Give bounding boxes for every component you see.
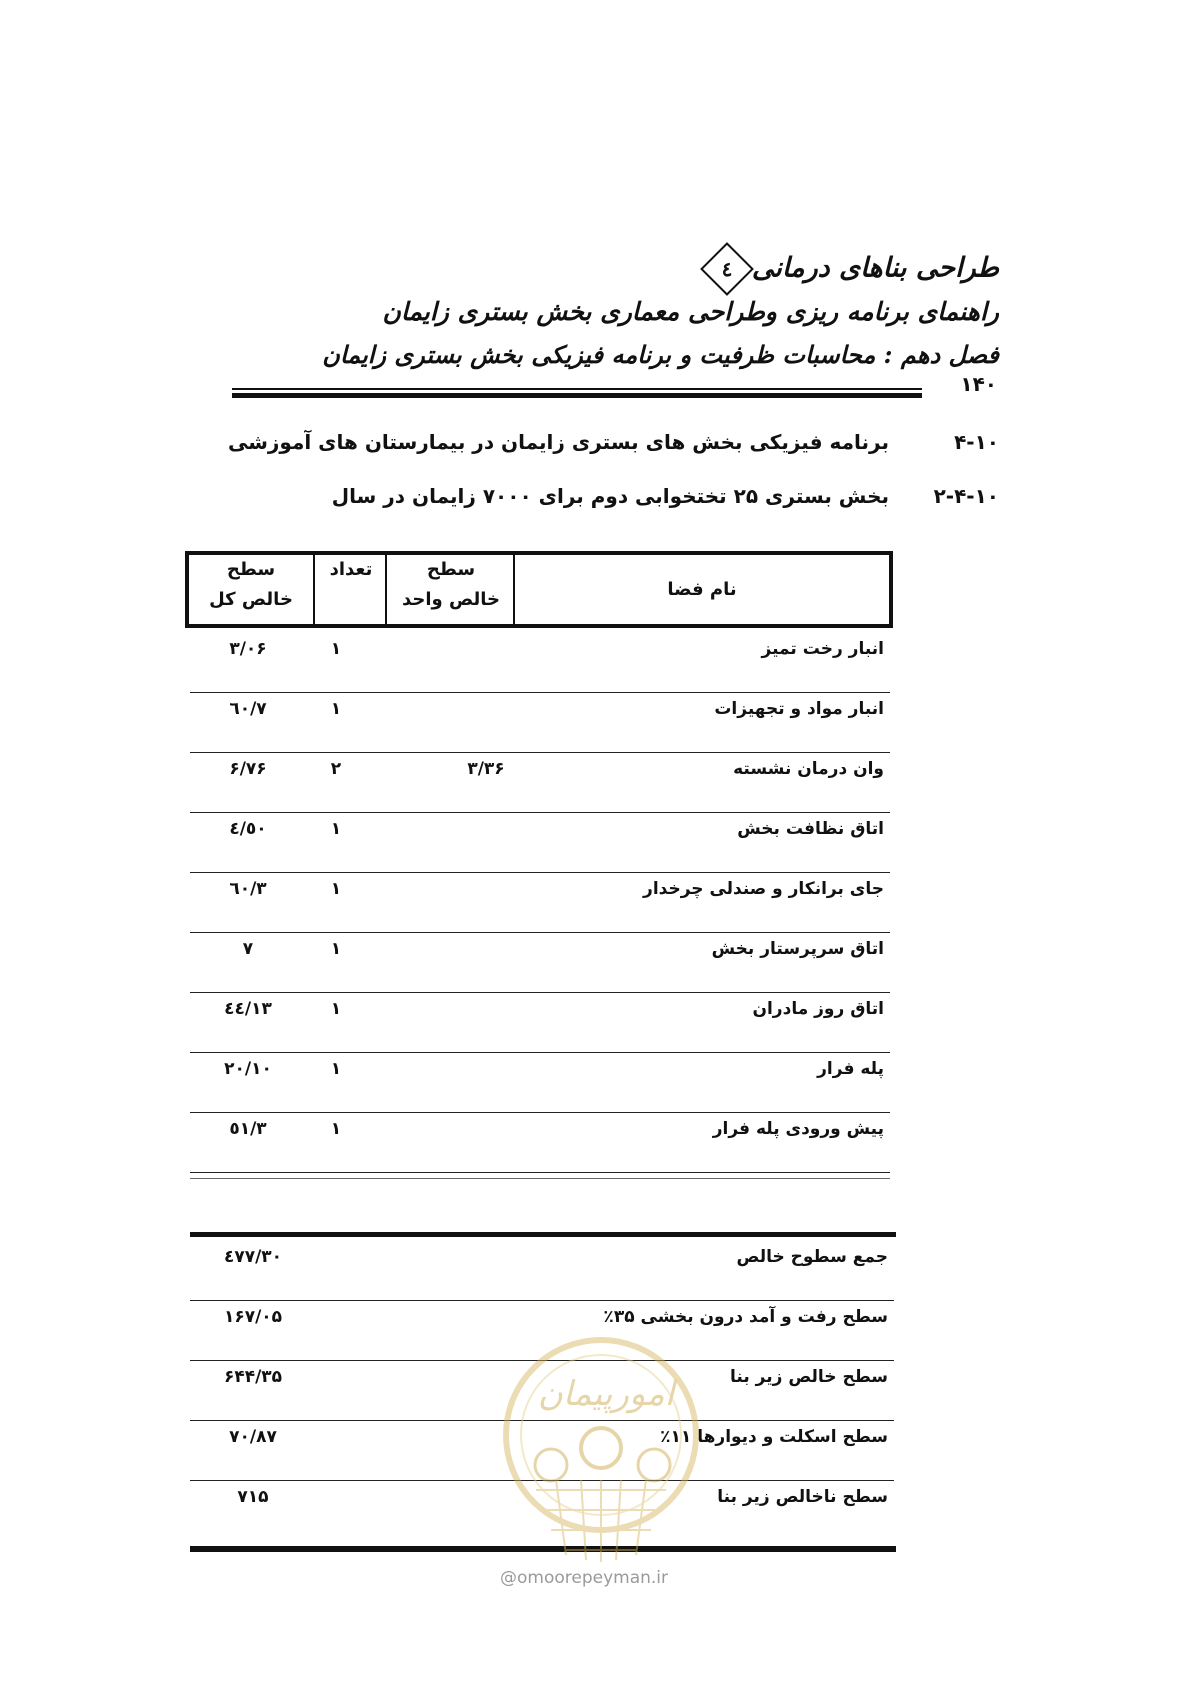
table-row: [188, 633, 890, 693]
column-label: سطح: [426, 559, 476, 580]
space-name: اتاق روز مادران: [752, 999, 884, 1019]
column-label: خالص کل: [209, 589, 293, 610]
watermark-url: @omoorepeyman.ir: [500, 1568, 669, 1588]
chapter-title: فصل دهم : محاسبات ظرفیت و برنامه فیزیکی بخش بستری زایمان: [322, 340, 999, 369]
column-label: خالص واحد: [401, 589, 501, 610]
section-heading-2: [299, 484, 999, 514]
column-name: [513, 555, 889, 624]
column-unit-area: [385, 555, 515, 624]
total-area: ۱۳/٤٤: [224, 999, 272, 1019]
summary-row: [188, 1241, 894, 1301]
total-area: ٤/٥۰: [229, 819, 267, 839]
space-name: انبار مواد و تجهیزات: [714, 699, 884, 719]
column-total-area: [189, 555, 313, 624]
table-row: [188, 873, 890, 933]
table-row: [188, 1113, 890, 1173]
column-label: سطح: [226, 559, 276, 580]
column-count: [313, 555, 387, 624]
summary-value: ۱۶۷/۰۵: [223, 1307, 283, 1327]
book-subtitle: راهنمای برنامه ریزی وطراحی معماری بخش بستری زایمان: [382, 297, 999, 326]
total-area: ۶/۷۶: [229, 759, 267, 779]
total-area: ۳/۰۶: [229, 639, 267, 659]
count: ۱: [330, 1119, 342, 1139]
space-name: انبار رخت تمیز: [761, 639, 884, 659]
count: ۱: [330, 699, 342, 719]
section-title: بخش بستری ۲۵ تختخوابی دوم برای ۷۰۰۰ زایمان در سال: [331, 484, 889, 508]
space-name: وان درمان نشسته: [733, 759, 884, 779]
table-row: [188, 993, 890, 1053]
total-area: ۳/٥۱: [229, 1119, 267, 1139]
total-area: ۳/٦۰: [229, 879, 267, 899]
summary-label: سطح ناخالص زیر بنا: [717, 1487, 888, 1507]
summary-rule: [190, 1232, 896, 1237]
count: ۱: [330, 1059, 342, 1079]
table-row: [188, 813, 890, 873]
summary-label: جمع سطوح خالص: [736, 1247, 888, 1267]
volume-badge: [700, 242, 754, 296]
table-row: [188, 693, 890, 753]
space-name: اتاق سرپرستار بخش: [711, 939, 884, 959]
table-row: [188, 753, 890, 813]
section-title: برنامه فیزیکی بخش های بستری زایمان در بیمارستان های آموزشی: [228, 430, 889, 454]
volume-number: ٤: [721, 257, 733, 281]
count: ۱: [330, 639, 342, 659]
watermark-logo-text: امورپیمان: [537, 1374, 675, 1414]
header-rule-thick: [232, 393, 922, 398]
section-heading-1: [228, 430, 999, 460]
summary-value: ٤۷۷/۳۰: [223, 1247, 283, 1267]
count: ۱: [330, 879, 342, 899]
summary-value: ۷۱۵: [237, 1487, 269, 1507]
section-number: ۲-۴-۱۰: [933, 484, 999, 508]
summary-label: سطح اسکلت و دیوارها ۱۱٪: [660, 1427, 888, 1447]
unit-area: ۳/۳۶: [467, 759, 505, 779]
summary-label: سطح خالص زیر بنا: [730, 1367, 888, 1387]
column-label: نام فضا: [667, 579, 737, 600]
table-row: [188, 1053, 890, 1113]
space-name: جای برانکار و صندلی چرخدار: [643, 879, 884, 899]
page-number: ۱۴۰: [960, 372, 997, 396]
row-divider: [190, 1178, 890, 1179]
space-name: اتاق نظافت بخش: [737, 819, 884, 839]
count: ۱: [330, 819, 342, 839]
summary-value: ۶۴۴/۳۵: [223, 1367, 283, 1387]
summary-value: ۷۰/۸۷: [229, 1427, 277, 1447]
section-number: ۴-۱۰: [954, 430, 999, 454]
count: ۲: [330, 759, 342, 779]
book-title-text: طراحی بناهای درمانی: [751, 252, 999, 284]
watermark-logo-icon: [496, 1330, 706, 1570]
column-label: تعداد: [329, 559, 373, 580]
header-rule-thin: [232, 388, 922, 390]
count: ۱: [330, 939, 342, 959]
total-area: ۷: [242, 939, 254, 959]
total-area: ۷/٦۰: [229, 699, 267, 719]
table-row: [188, 933, 890, 993]
count: ۱: [330, 999, 342, 1019]
space-name: پیش ورودی پله فرار: [712, 1119, 884, 1139]
space-name: پله فرار: [817, 1059, 884, 1079]
total-area: ۲۰/۱۰: [224, 1059, 272, 1079]
summary-label: سطح رفت و آمد درون بخشی ۳۵٪: [603, 1307, 888, 1327]
table-header: [185, 551, 893, 628]
row-divider: [190, 1172, 890, 1174]
book-title: [702, 250, 999, 288]
